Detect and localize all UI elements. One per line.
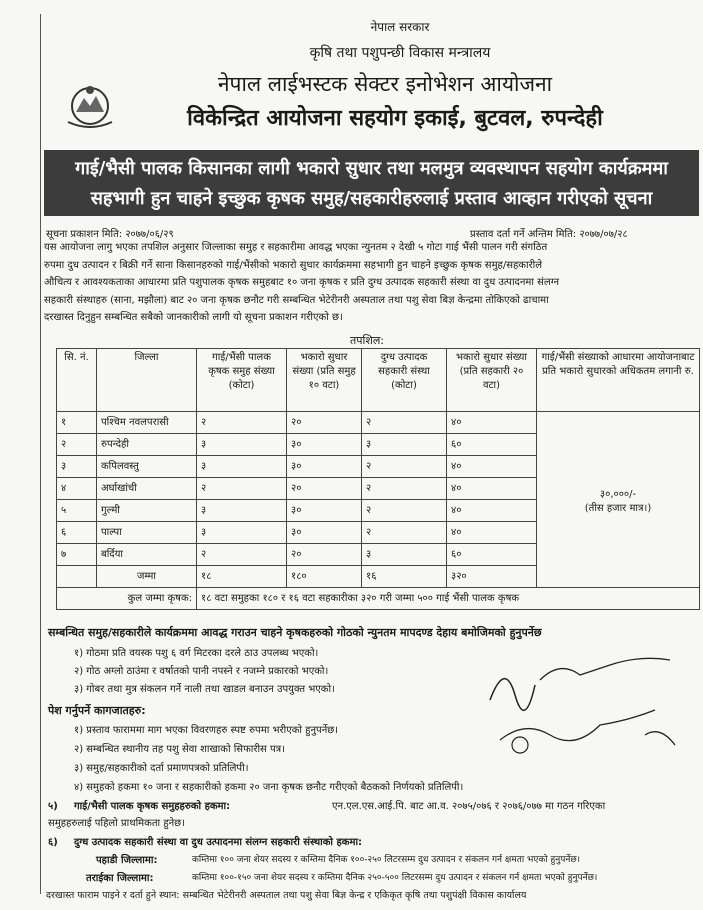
col-group-quota: गाई/भैंसी पालक कृषक समुह संख्या (कोटा) [197, 349, 287, 412]
cell: २ [362, 500, 447, 522]
cell: १६ [362, 566, 447, 588]
cell: ३२० [447, 566, 537, 588]
criteria-item: १) गोठमा प्रति वयस्क पशु ६ वर्ग मिटरका दरले ठाउ उपलब्ध भएको। [74, 648, 319, 659]
col-coop-shed: भकारो सुधार संख्या (प्रति सहकारी २० वटा) [447, 349, 537, 412]
notice-header [60, 18, 700, 132]
hill-label: पहाडी जिल्लामा: [96, 855, 158, 866]
ministry-name: कृषि तथा पशुपन्छी विकास मन्त्रालय [309, 45, 491, 61]
quota-table [56, 348, 700, 610]
section6-title: दुग्ध उत्पादक सहकारी संस्था वा दुध उत्पादनमा संलग्न सहकारी संस्थाको हकमा: [74, 837, 363, 848]
section6-number: ६) [48, 837, 58, 848]
terai-label: तराईका जिल्लामा: [86, 873, 154, 884]
cell: पश्चिम नवलपरासी [97, 412, 197, 434]
criteria-title: सम्बन्धित समुह/सहकारीले कार्यक्रममा आवद्ध गराउन चाहने कृषकहरुको गोठको न्युनतम मापदण्ड देहाय बमोजिमको हुनुपर्नेछ [48, 626, 542, 639]
cell: ७ [57, 544, 97, 566]
cell: २ [197, 478, 287, 500]
cell: ३ [197, 456, 287, 478]
cell: ३० [287, 434, 362, 456]
col-investment: गाई/भैंसी संख्याको आधारमा आयोजनाबाट प्रति भकारो सुधारको अधिकतम लगानी रु. [537, 349, 700, 412]
cell: ४० [447, 522, 537, 544]
cell: ३ [197, 522, 287, 544]
cell: बर्दिया [97, 544, 197, 566]
cell: २० [287, 412, 362, 434]
document-item: ३) समुह/सहकारीको दर्ता प्रमाणपत्रको प्रतिलिपी। [74, 763, 249, 774]
col-district: जिल्ला [97, 349, 197, 412]
cell: २ [362, 456, 447, 478]
grand-total-text: १८ वटा समुहका १८० र १६ वटा सहकारीका ३२० गरी जम्मा ५०० गाई भैंसी पालक कृषक [197, 588, 700, 610]
notice-title-banner [44, 150, 699, 216]
cell: २० [287, 478, 362, 500]
cell: ३ [197, 434, 287, 456]
intro-line: यस आयोजना लागु भएका तपशिल अनुसार जिल्लाका समुह र सहकारीमा आवद्ध भएका न्युनतम २ देखी ५ गोटा गाई भैंसी पालन गरी संगठित [44, 242, 548, 253]
document-item: १) प्रस्ताव फाराममा माग भएका विवरणहरु स्पष्ट रुपमा भरीएको हुनुपर्नेछ। [74, 725, 339, 736]
page-border [40, 14, 41, 894]
intro-line: रुपमा दुध उत्पादन र बिक्री गर्ने साना किसानहरुको गाई/भैंसीको भकारो सुधार कार्यक्रममा सहभागी हुन चाहने इच्छुक कृषक समुह/सहकारीले [44, 259, 543, 271]
cell: २ [197, 412, 287, 434]
cell: १८ [197, 566, 287, 588]
cell [57, 566, 97, 588]
cell: ४० [447, 478, 537, 500]
banner-line-2: सहभागी हुन चाहने इच्छुक कृषक समुह/सहकारीहरुलाई प्रस्ताव आव्हान गरीएको सूचना [90, 188, 653, 209]
col-group-shed: भकारो सुधार संख्या (प्रति समुह १० वटा) [287, 349, 362, 412]
document-item: २) सम्बन्धित स्थानीय तह पशु सेवा शाखाको सिफारीस पत्र। [74, 744, 285, 755]
table-row [57, 412, 700, 434]
intro-paragraph [44, 239, 699, 327]
cell: ४० [447, 500, 537, 522]
cell: २ [362, 522, 447, 544]
cell: २ [362, 478, 447, 500]
gov-name: नेपाल सरकार [370, 20, 430, 34]
cell: ३० [287, 522, 362, 544]
project-name: नेपाल लाईभस्टक सेक्टर इनोभेशन आयोजना [217, 72, 553, 96]
section5-number: ५) [48, 801, 58, 812]
hill-text: कम्तिमा १०० जना शेयर सदस्य र कम्तिमा दैनिक १००-२५० लिटरसम्म दुध उत्पादन र संकलन गर्न क्षमता भएको हुनुपर्नेछ। [192, 855, 581, 865]
cell: ३० [287, 456, 362, 478]
deadline-date: प्रस्ताव दर्ता गर्ने अन्तिम मिति: २०७७/०७/२८ [470, 229, 628, 240]
investment-amount: ३०,०००/- [599, 488, 637, 500]
cell: ४ [57, 478, 97, 500]
intro-line: दरखास्त दिनुहुन सम्बन्धित सबैको जानकारीको लागी यो सूचना प्रकाशन गरीएको छ। [44, 312, 343, 323]
cell: २० [287, 544, 362, 566]
cell: ४० [447, 412, 537, 434]
cell: ६० [447, 434, 537, 456]
section5-title: गाई/भैसी पालक कृषक समुहहरुको हकमा: [74, 801, 231, 812]
cell: ३ [57, 456, 97, 478]
cell: २ [362, 412, 447, 434]
footer-note: दरखास्त फाराम पाइने र दर्ता हुने स्थान: सम्बन्धित भेटेरीनरी अस्पताल तथा पशु सेवा बिज्ञ केन्द्र र एकिकृत कृषि तथा पशुपंक्षी विकास कार्यालय [46, 890, 527, 901]
criteria-item: २) गोठ अग्लो ठाउंमा र वर्षातको पानी नपस्ने र नजम्ने प्रकारको भएको। [74, 666, 329, 677]
cell: २ [57, 434, 97, 456]
intro-line: औचित्य र आवश्यकताका आधारमा प्रति पशुपालक कृषक समुहबाट १० जना कृषक र प्रति दुग्ध उत्पादक सहकारी संस्था वा दुध उत्पादनमा संलग्न [44, 277, 560, 288]
document-item: ४) समुहको हकमा १० जना र सहकारीको हकमा २० जना कृषक छनौट गरीएको बैठकको निर्णयको प्रतिलिपी। [74, 782, 464, 793]
intro-line: सहकारी संस्थाहरु (साना, मझौला) बाट २० जना कृषक छनौट गरी सम्बन्धित भेटेरीनरी अस्पताल तथा पशु सेवा बिज्ञ केन्द्रमा तोकिएको ढाचामा [44, 294, 549, 306]
banner-line-1: गाई/भैसी पालक किसानका लागी भकारो सुधार तथा मलमुत्र व्यवस्थापन सहयोग कार्यक्रममा [75, 158, 668, 179]
terai-text: कम्तिमा १००-१५० जना शेयर सदस्य र कम्तिमा दैनिक २५०-५०० लिटरसम्म दुध उत्पादन र संकलन गर्न क्षमता भएको हुनुपर्नेछ। [192, 873, 598, 883]
section5-text: एन.एल.एस.आई.पि. बाट आ.व. २०७५/०७६ र २०७६/०७७ मा गठन गरिएका [332, 801, 606, 812]
publish-date: सूचना प्रकाशन मिति: २०७७/०६/२९ [46, 229, 174, 240]
documents-title: पेश गर्नुपर्ने कागजातहरु: [48, 704, 146, 717]
cell: ४० [447, 456, 537, 478]
cell: ५ [57, 500, 97, 522]
investment-cell [537, 412, 700, 588]
section5-text-2: समुहहरुलाई पहिलो प्राथमिकता हुनेछ। [48, 818, 185, 829]
criteria-item: ३) गोबर तथा मुत्र संकलन गर्ने नाली तथा खाडल बनाउन उपयुक्त भएको। [74, 684, 335, 695]
cell: ३० [287, 500, 362, 522]
grand-total-label: कुल जम्मा कृषक: [57, 588, 197, 610]
cell: ३ [362, 434, 447, 456]
cell: ३ [197, 500, 287, 522]
cell: ६ [57, 522, 97, 544]
col-sn: सि. नं. [57, 349, 97, 412]
cell: कपिलवस्तु [97, 456, 197, 478]
cell: १ [57, 412, 97, 434]
cell: ६० [447, 544, 537, 566]
handwritten-signature-icon [480, 640, 695, 770]
col-coop-quota: दुग्ध उत्पादक सहकारी संस्था (कोटा) [362, 349, 447, 412]
cell: १८० [287, 566, 362, 588]
table-header-row [57, 349, 700, 412]
cell: गुल्मी [97, 500, 197, 522]
unit-name: विकेन्द्रित आयोजना सहयोग इकाई, बुटवल, रुपन्देही [187, 106, 603, 131]
cell: २ [197, 544, 287, 566]
cell: अर्घाखांची [97, 478, 197, 500]
total-label: जम्मा [97, 566, 197, 588]
cell: रुपन्देही [97, 434, 197, 456]
cell: ३ [362, 544, 447, 566]
table-caption: तपशिल: [350, 334, 385, 347]
table-grand-total-row [57, 588, 700, 610]
cell: पाल्पा [97, 522, 197, 544]
investment-words: (तीस हजार मात्र।) [584, 502, 652, 514]
